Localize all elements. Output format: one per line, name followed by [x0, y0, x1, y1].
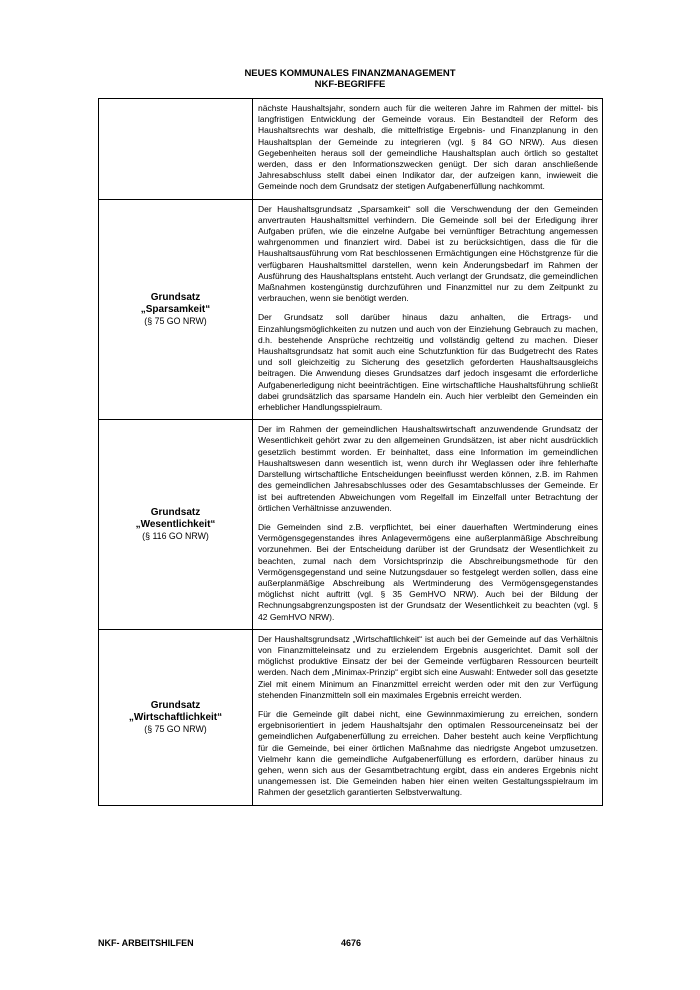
term-label: Grundsatz [150, 699, 201, 711]
table-row [99, 629, 603, 805]
term-label: Grundsatz [150, 291, 201, 303]
term-name: „Wesentlichkeit“ [135, 519, 216, 530]
header-subtitle: NKF-BEGRIFFE [314, 79, 386, 90]
terms-table [98, 98, 603, 806]
term-reference: (§ 75 GO NRW) [144, 723, 207, 734]
description-paragraph: Für die Gemeinde gilt dabei nicht, eine Gewinnmaximierung zu erreichen, sondern ergebnisorientiert in jedem Haushaltsjahr den optimalen Ressourceneinsatz bei der gemeindlichen Aufgabenerfüllung zu erreichen. Daher besteht auch keine Verpflichtung für die Gemeinde, bei einer örtlichen Maßnahme das niedrigste Angebot umzusetzen. Vielmehr kann die gemeindliche Aufgabenerfüllung es erfordern, darüber hinaus zu gehen, wenn sich aus der Gesamtbetrachtung ergibt, dass ein anderes Ergebnis nicht unangemessen ist. Die Gemeinden haben hier einen weiten Gestaltungsspielraum im Rahmen der gesetzlich garantierten Selbstverwaltung. [258, 708, 598, 798]
term-reference: (§ 116 GO NRW) [142, 531, 209, 541]
document-header [0, 68, 700, 90]
description-cell [253, 629, 603, 805]
page-number: 4676 [341, 938, 362, 948]
term-cell [99, 629, 253, 805]
term-cell [99, 199, 253, 420]
term-reference: (§ 75 GO NRW) [144, 315, 207, 326]
footer-label: NKF- ARBEITSHILFEN [98, 938, 194, 948]
table-row [99, 99, 603, 200]
description-paragraph: Der im Rahmen der gemeindlichen Haushaltswirtschaft anzuwendende Grundsatz der Wesentlichkeit gehört zwar zu den allgemeinen Grundsätzen, ist aber nicht ausdrücklich gesetzlich bestimmt worden. Er beinhaltet, dass eine Information im gemeindlichen Haushaltswesen dann wesentlich ist, wenn durch ihr Weglassen oder ihre fehlerhafte Darstellung wirtschaftliche Entscheidungen beeinflusst werden können, z.B. im Rahmen des gemeindlichen Jahresabschlusses oder des Gesamtabschlusses der Gemeinde. Er ist bei auftretenden Abweichungen vom Regelfall im Einzelfall unter Betrachtung der örtlichen Verhältnisse anzuwenden. [258, 424, 598, 513]
term-cell [99, 420, 253, 629]
table-row [99, 199, 603, 420]
description-paragraph: Der Haushaltsgrundsatz „Wirtschaftlichkeit“ ist auch bei der Gemeinde auf das Verhältnis von Finanzmitteleinsatz und zu erzielendem Ergebnis ausgerichtet. Damit soll der möglichst produktive Einsatz der bei der Gemeinde verfügbaren Ressourcen beurteilt werden. Nach dem „Minimax-Prinzip“ ergibt sich eine Auswahl: Entweder soll das gesetzte Ziel mit einem Minimum an Finanzmittel erreicht werden oder mit den zur Verfügung stehenden Finanzmitteln soll ein maximales Ergebnis erreicht werden. [258, 633, 598, 700]
term-cell [99, 99, 253, 200]
table-row [99, 420, 603, 629]
term-name: „Sparsamkeit“ [140, 303, 211, 315]
description-cell [253, 99, 603, 200]
description-cell [253, 420, 603, 629]
term-label: Grundsatz [150, 507, 201, 518]
term-name: „Wirtschaftlichkeit“ [128, 711, 223, 723]
header-title: NEUES KOMMUNALES FINANZMANAGEMENT [244, 68, 456, 79]
description-paragraph: Der Grundsatz soll darüber hinaus dazu anhalten, die Ertrags- und Einzahlungsmöglichkeiten zu nutzen und auch von der Einziehung Gebrauch zu machen, d.h. bestehende Ansprüche rechtzeitig und vollständig geltend zu machen. Dieser Haushaltsgrundsatz hat somit auch eine Schutzfunktion für das Budgetrecht des Rates und soll gleichzeitig zu Sicherung des gesetzlich geforderten Haushaltsausgleichs beitragen. Die Anwendung dieses Grundsatzes darf jedoch insgesamt die erforderliche Aufgabenerledigung nicht beeinträchtigen. Eine wirtschaftliche Haushaltsführung schließt dabei grundsätzlich das sparsame Handeln ein. Auch hier verbleibt den Gemeinden ein erheblicher Handlungsspielraum. [258, 312, 598, 413]
description-cell [253, 199, 603, 420]
description-paragraph: Die Gemeinden sind z.B. verpflichtet, bei einer dauerhaften Wertminderung eines Vermögensgegenstandes ihres Anlagevermögens eine außerplanmäßige Abschreibung vorzunehmen. Bei der Entscheidung darüber ist der Grundsatz der Wesentlichkeit zu beachten, zumal nach dem Vorsichtsprinzip die Abschreibungsmethode für den Vermögensgegenstand und seine Nutzungsdauer so festgelegt werden sollen, dass eine außerplanmäßige Abschreibung als Wertminderung des Vermögensgegenstandes möglichst nicht auftritt (vgl. § 35 GemHVO NRW). Auch bei der Bildung der Rechnungsabgrenzungsposten ist der Grundsatz der Wesentlichkeit zu beachten (vgl. § 42 GemHVO NRW). [258, 521, 598, 622]
description-paragraph: nächste Haushaltsjahr, sondern auch für die weiteren Jahre im Rahmen der mittel- bis langfristigen Entwicklung der Gemeinde voraus. Ein Bestandteil der Reform des Haushaltsrechts war deshalb, die mittelfristige Ergebnis- und Finanzplanung in den Haushaltsplan der Gemeinde zu integrieren (vgl. § 84 GO NRW). Aus diesen Gegebenheiten heraus soll der gemeindliche Haushaltsplan auch örtlich so gestaltet werden, dass er den Informationszwecken genügt. Der sich daran anschließende Jahresabschluss stellt dabei einen Indikator dar, der aufzeigen kann, inwieweit die Gemeinde noch dem Grundsatz der stetigen Aufgabenerfüllung nachkommt. [258, 103, 598, 192]
description-paragraph: Der Haushaltsgrundsatz „Sparsamkeit“ soll die Verschwendung der den Gemeinden anvertrauten Haushaltsmittel verhindern. Die Gemeinde soll bei der Erledigung ihrer Aufgaben prüfen, wie die einzelne Aufgabe bei vernünftiger Betrachtung angemessen wahrgenommen und finanziert wird. Dabei ist zu berücksichtigen, dass die für die Haushaltsausführung vom Rat beschlossenen Ermächtigungen eine Höchstgrenze für die verfügbaren Haushaltsmittel darstellen, wenn kein Änderungsbedarf im Rahmen der Ausführung des Haushaltsplans entsteht. Auch verlangt der Grundsatz, die gemeindlichen Maßnahmen kostengünstig durchzuführen und Finanzmittel nur zu dem Zeitpunkt zu verbrauchen, wenn sie benötigt werden. [258, 203, 598, 304]
